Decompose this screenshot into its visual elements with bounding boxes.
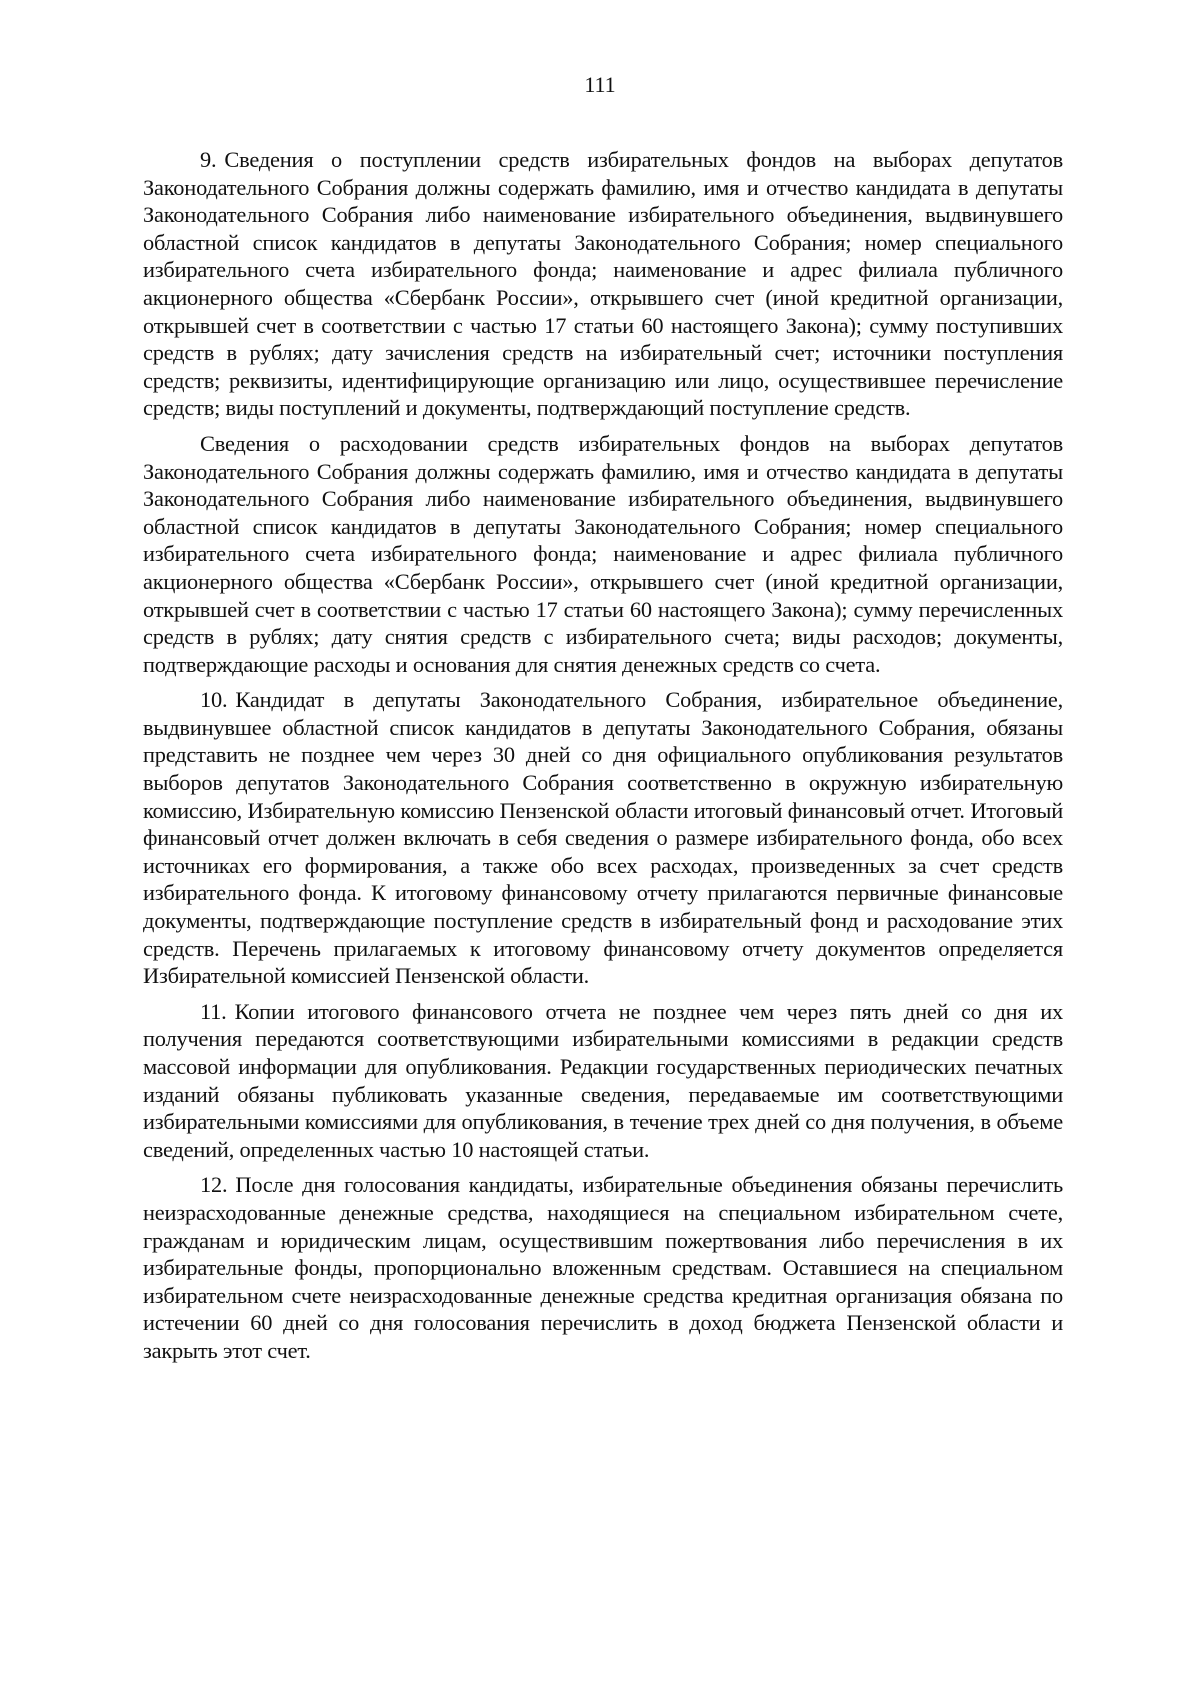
- document-body: [143, 146, 1063, 1373]
- paragraph-10: [143, 686, 1063, 990]
- paragraph-text: Сведения о расходовании средств избирательных фондов на выборах депутатов Законодательного Собрания должны содержать фамилию, имя и отчество кандидата в депутаты Законодательного Собрания либо наименование избирательного объединения, выдвинувшего областной список кандидатов в депутаты Законодательного Собрания; номер специального избирательного счета избирательного фонда; наименование и адрес филиала публичного акционерного общества «Сбербанк России», открывшего счет (иной кредитной организации, открывшей счет в соответствии с частью 17 статьи 60 настоящего Закона); сумму перечисленных средств в рублях; дату снятия средств с избирательного счета; виды расходов; документы, подтверждающие расходы и основания для снятия денежных средств со счета.: [143, 430, 1063, 677]
- paragraph-9-continued: [143, 430, 1063, 678]
- paragraph-text: Сведения о поступлении средств избирательных фондов на выборах депутатов Законодательного Собрания должны содержать фамилию, имя и отчество кандидата в депутаты Законодательного Собрания либо наименование избирательного объединения, выдвинувшего областной список кандидатов в депутаты Законодательного Собрания; номер специального избирательного счета избирательного фонда; наименование и адрес филиала публичного акционерного общества «Сбербанк России», открывшего счет (иной кредитной организации, открывшей счет в соответствии с частью 17 статьи 60 настоящего Закона); сумму поступивших средств в рублях; дату зачисления средств на избирательный счет; источники поступления средств; реквизиты, идентифицирующие организацию или лицо, осуществившее перечисление средств; виды поступлений и документы, подтверждающий поступление средств.: [143, 147, 1063, 421]
- paragraph-number: 9.: [200, 147, 217, 172]
- paragraph-text: После дня голосования кандидаты, избирательные объединения обязаны перечислить неизрасходованные денежные средства, находящиеся на специальном избирательном счете, гражданам и юридическим лицам, осуществившим пожертвования либо перечисления в их избирательные фонды, пропорционально вложенным средствам. Оставшиеся на специальном избирательном счете неизрасходованные денежные средства кредитная организация обязана по истечении 60 дней со дня голосования перечислить в доход бюджета Пензенской области и закрыть этот счет.: [143, 1172, 1063, 1363]
- paragraph-number: 10.: [200, 687, 228, 713]
- paragraph-11: [143, 998, 1063, 1164]
- paragraph-9: [143, 146, 1063, 422]
- paragraph-text: Кандидат в депутаты Законодательного Собрания, избирательное объединение, выдвинувшее областной список кандидатов в депутаты Законодательного Собрания, обязаны представить не позднее чем через 30 дней со дня официального опубликования результатов выборов депутатов Законодательного Собрания соответственно в окружную избирательную комиссию, Избирательную комиссию Пензенской области итоговый финансовый отчет. Итоговый финансовый отчет должен включать в себя сведения о размере избирательного фонда, обо всех источниках его формирования, а также обо всех расходах, произведенных за счет средств избирательного фонда. К итоговому финансовому отчету прилагаются первичные финансовые документы, подтверждающие поступление средств в избирательный фонд и расходование этих средств. Перечень прилагаемых к итоговому финансовому отчету документов определяется Избирательной комиссией Пензенской области.: [143, 687, 1063, 989]
- page-number: 111: [584, 72, 616, 97]
- paragraph-number: 11.: [200, 998, 227, 1024]
- paragraph-12: [143, 1171, 1063, 1364]
- paragraph-number: 12.: [200, 1172, 228, 1198]
- paragraph-text: Копии итогового финансового отчета не позднее чем через пять дней со дня их получения передаются соответствующими избирательными комиссиями в редакции средств массовой информации для опубликования. Редакции государственных периодических печатных изданий обязаны публиковать указанные сведения, передаваемые им соответствующими избирательными комиссиями для опубликования, в течение трех дней со дня получения, в объеме сведений, определенных частью 10 настоящей статьи.: [143, 998, 1063, 1162]
